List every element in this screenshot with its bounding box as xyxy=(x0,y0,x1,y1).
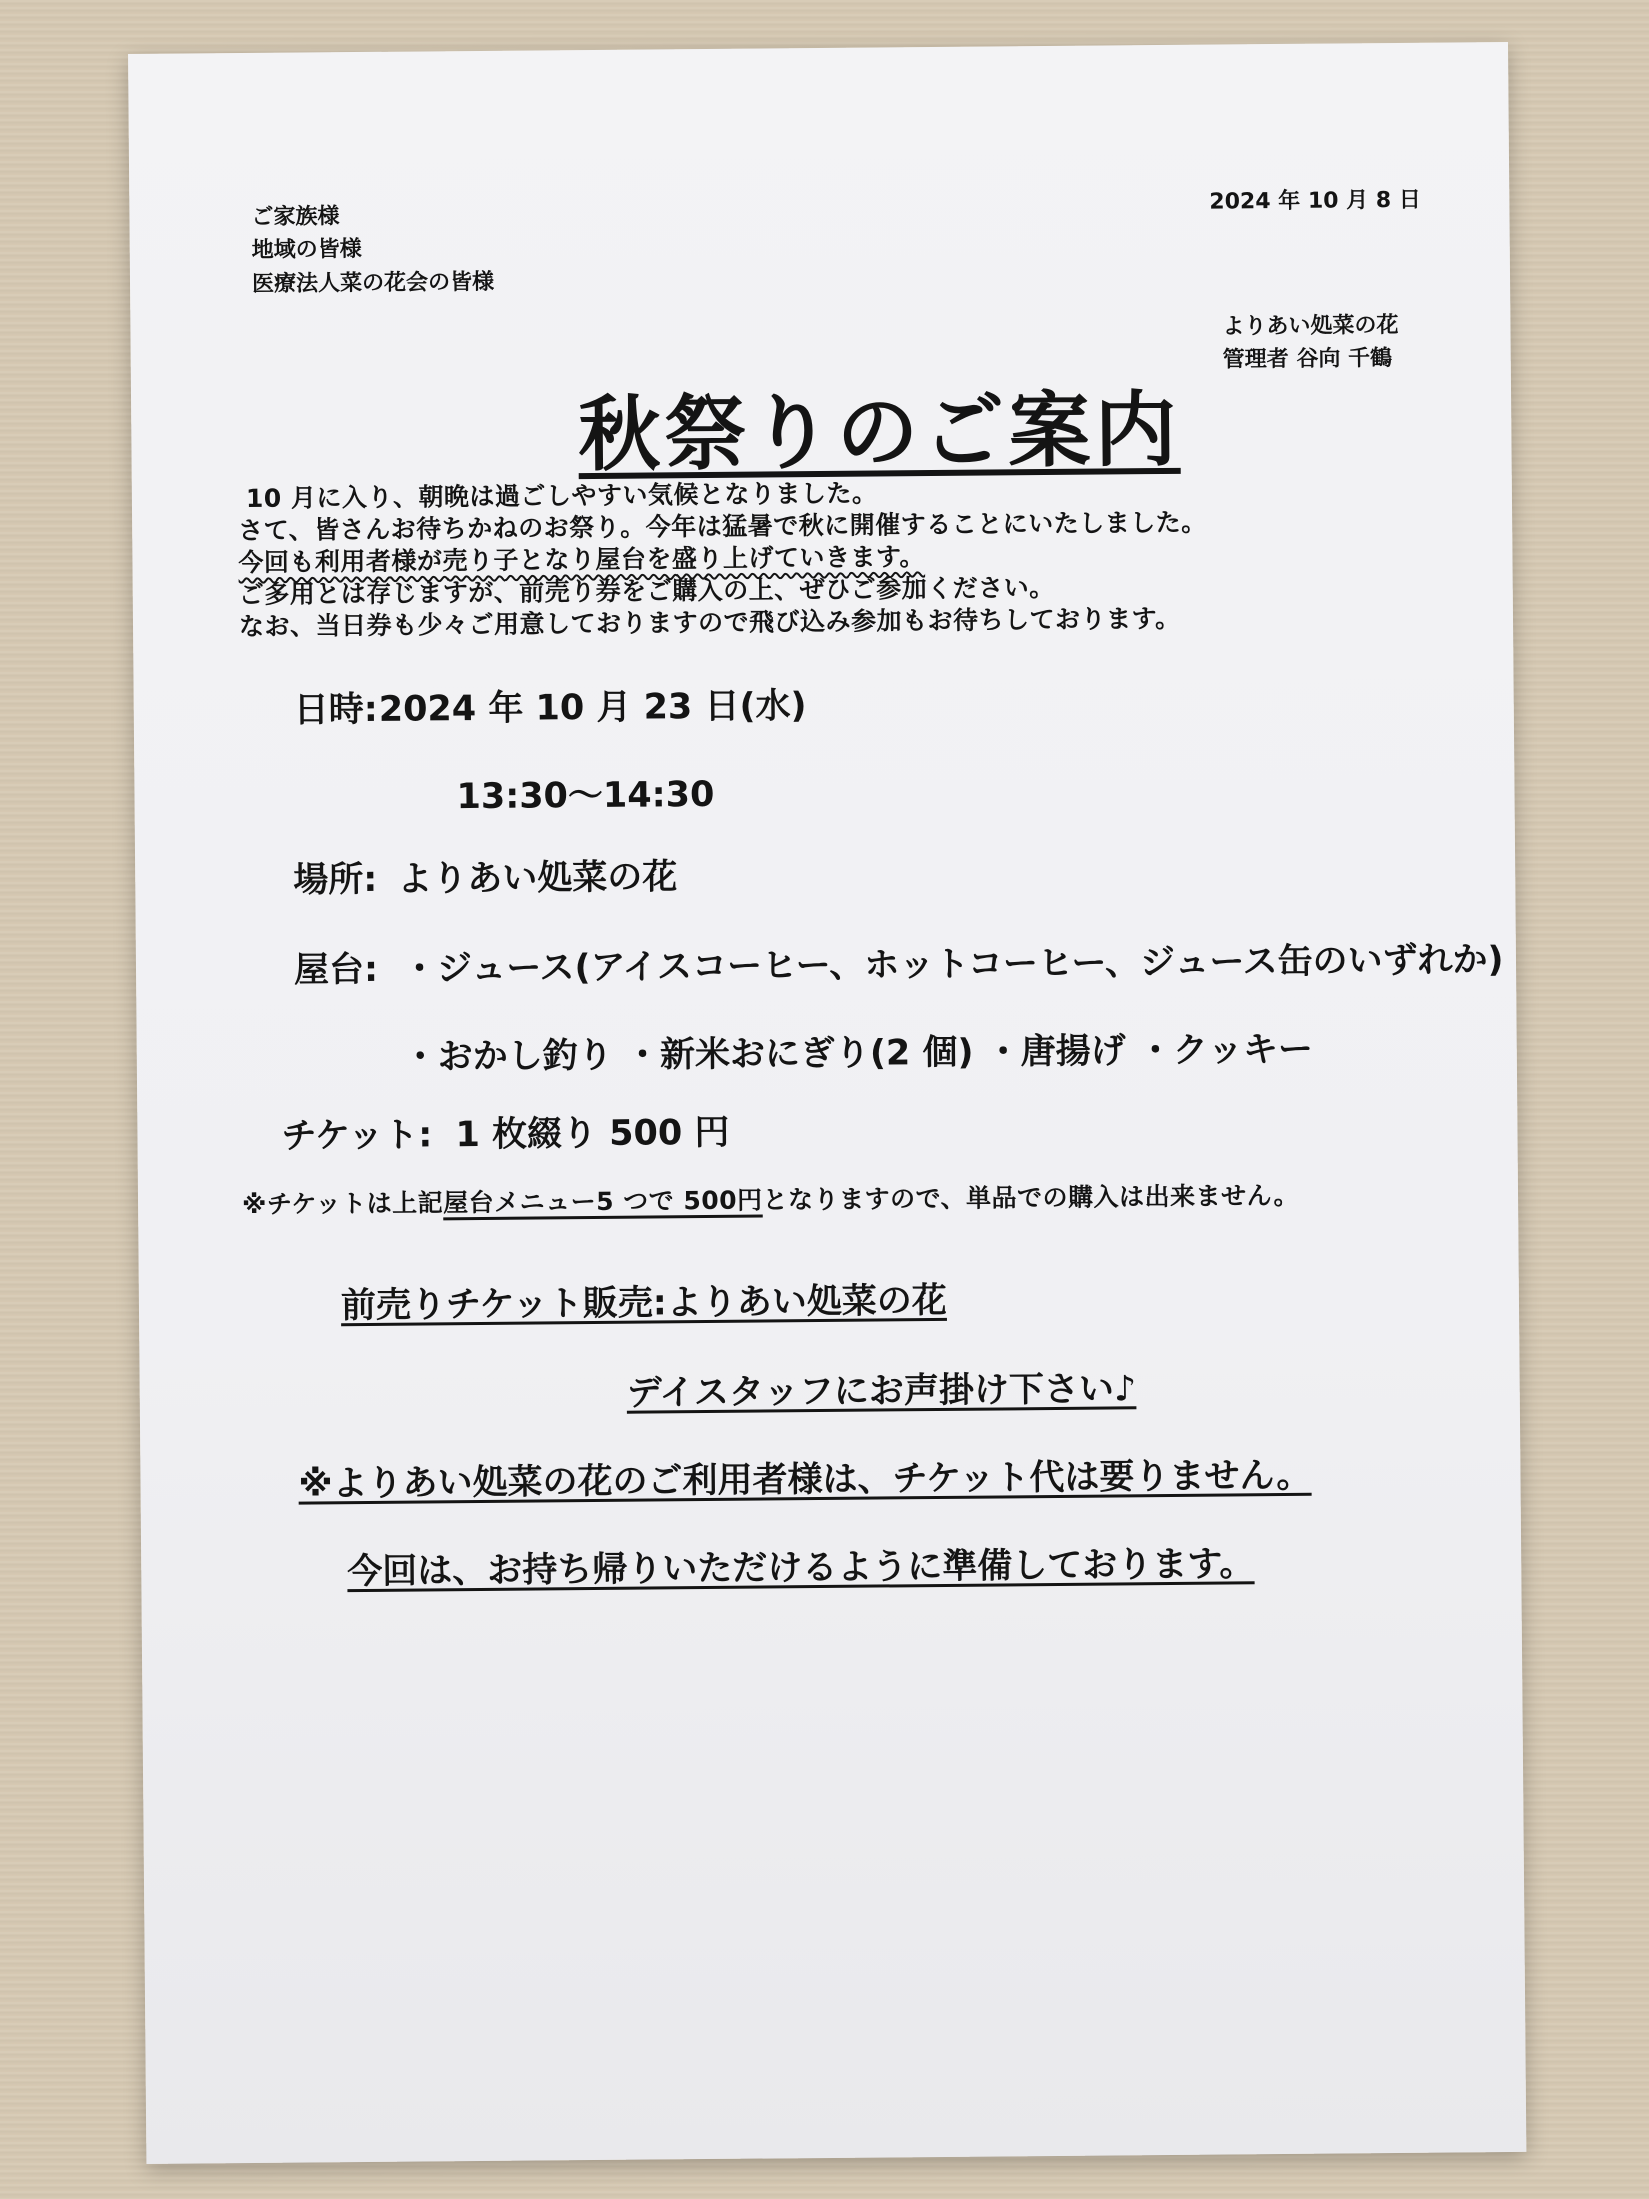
datetime-label: 日時: xyxy=(293,689,378,731)
place-label: 場所: xyxy=(293,859,378,901)
sender-org: よりあい処菜の花 xyxy=(1222,312,1399,340)
takeout-note: 今回は、お持ち帰りいただけるように準備しております。 xyxy=(347,1544,1255,1593)
body-line-3-text: 今回も利用者様が売り子となり屋台を盛り上げていきます。 xyxy=(238,542,926,578)
document-date: 2024 年 10 月 8 日 xyxy=(1209,187,1421,215)
stalls-label: 屋台: xyxy=(293,949,379,991)
presale-line-1: 前売りチケット販売:よりあい処菜の花 xyxy=(340,1280,947,1327)
presale-line-2: デイスタッフにお声掛け下さい♪ xyxy=(626,1369,1137,1414)
body-line-1: 10 月に入り、朝晩は過ごしやすい気候となりました。 xyxy=(245,478,878,514)
free-for-users-note: ※よりあい処菜の花のご利用者様は、チケット代は要りません。 xyxy=(298,1455,1312,1505)
recipient-community: 地域の皆様 xyxy=(251,236,362,263)
ticket-note xyxy=(242,1176,1299,1221)
recipient-association: 医療法人菜の花会の皆様 xyxy=(251,269,495,297)
body-line-4: ご多用とは存じますが、前売り券をご購入の上、ぜひご参加ください。 xyxy=(238,572,1055,610)
place-value: よりあい処菜の花 xyxy=(397,857,678,900)
sender-manager: 管理者 谷向 千鶴 xyxy=(1222,346,1393,373)
body-line-5: なお、当日券も少々ご用意しておりますので飛び込み参加もお待ちしております。 xyxy=(238,603,1181,642)
event-date: 2024 年 10 月 23 日(水) xyxy=(378,686,807,730)
ticket-note-pre: ※チケットは上記 xyxy=(241,1188,444,1220)
body-line-2: さて、皆さんお待ちかねのお祭り。今年は猛暑で秋に開催することにいたしました。 xyxy=(238,507,1207,546)
page-title: 秋祭りのご案内 xyxy=(577,382,1181,484)
recipient-families: ご家族様 xyxy=(251,204,340,230)
flyer-paper xyxy=(128,42,1526,2164)
stalls-line-1: ・ジュース(アイスコーヒー、ホットコーヒー、ジュース缶のいずれか) xyxy=(401,940,1504,990)
event-time: 13:30～14:30 xyxy=(456,774,715,818)
stalls-line-2: ・おかし釣り ・新米おにぎり(2 個) ・唐揚げ ・クッキー xyxy=(402,1029,1314,1078)
ticket-note-post: となりますので、単品での購入は出来ません。 xyxy=(762,1180,1300,1215)
ticket-value: 1 枚綴り 500 円 xyxy=(455,1112,730,1156)
ticket-label: チケット: xyxy=(281,1115,433,1157)
ticket-note-emphasis: 屋台メニュー5 つで 500円 xyxy=(442,1185,763,1218)
